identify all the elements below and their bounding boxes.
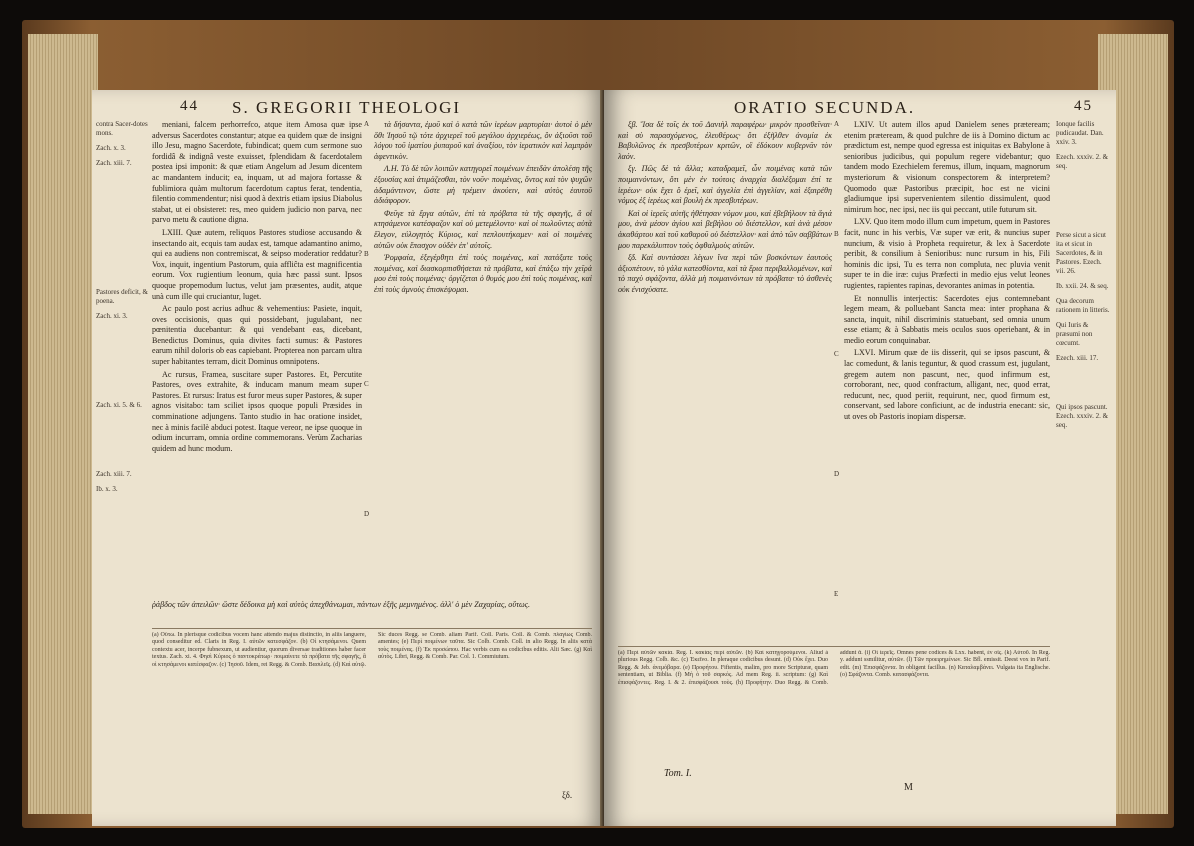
margin-note: Zach. x. 3. <box>96 144 126 152</box>
footnote-rule <box>152 628 592 629</box>
right-footnotes: (a) Περὶ αὐτῶν κακία. Reg. I. κακίας περὶ αὐτῶν. (b) Καὶ κατηγορούμενοι. Aliud à plurious Regg. Colb. &c. (c) Ἐκεῖνο. In pleraque codicibus desunt. (d) Οὐκ ἔχει. Duo Regg. & Jeb. ἀνεμόβαρα. (e) Προφήτου. Fiftentis, malim, pro more Scripturæ, quam sententiam, ut Biblia. (f) Μὴ ὁ τοῦ σαρκός. Ad mem Reg. ii. scriptum: (g) Καὶ ἐπισφάζοντες. Reg. I. & 2. ἐπισφάζουσι τοὺς. (h) Προφήτην. Duo Regg. & Comb. addunt ἅ. (i) Οἱ ἱερεῖς. Omnes pene codices & Lxx. habent, ἐν οἷς. (k) Αὐτοῦ. In Reg. y. addunt ssmilitur, αὐτῶν. (l) Τῶν προειρημένων. Sic Bfl. emissit. Deest vox in Parif. edit. (m) Ἐπισφάζοντα. In obligent facillus. (n) Καταλαμβάνει. Vulgata ita Englische. (o) Σφάζοντα. Comb. κατασφάζοντα. <box>618 650 1050 686</box>
left-latin-column <box>152 120 362 598</box>
paragraph: Ac rursus, Framea, suscitare super Pastores. Et, Percutite Pastores, oves extrahite, & inducam manum meam super Pastores. Et rursus: Iratus est furor meus super Pastores, & super agnos visitabo: tam sciliet ipsos quoque populi Præsides in comminatione adjungens. Tanto studio in hac oratione insidet, nec à minis facilè abduci potest. Itaque vereor, ne ipse quoque in odium incurram, omnia ordine commemorans. Verùm Zacharias quidem ad hunc modum. <box>152 369 362 453</box>
paragraph: LXIII. Quæ autem, reliquos Pastores studiose accusando & insectando ait, ecquis tam audax est, tamque adamantino animo, qui ea audiens non contremiscat, & seipso moderatior reddatur? Vox, inquit, ingentium Pastorum, quia affliĉta est magnificentia eorum. Vox rugientium leonum, quia hæc passi sunt. Ipsos quoque propemodum luctus, velut jam præsentes, audit, atque unà cum ille qui cruciantur, luget. <box>152 227 362 301</box>
line-letter-b: B <box>364 250 369 258</box>
margin-note: Zach. xiii. 7. <box>96 159 132 167</box>
paragraph: Ac paulo post acrius adhuc & vehementius: Pasiete, inquit, oves occisionis, quas qui possidebant, jugulabant, nec pœnitentia ducebantur: & qui vendebant eas, dicebant, Benedictus Dominus, quia divites facti sumus: & Pastores earum nihil doloris ob eas capiebant. Propterea non parcam ultra super habitantes terram, dicit Dominus omnipotens. <box>152 304 362 367</box>
line-letter: E <box>834 590 839 598</box>
line-letter: B <box>834 230 839 238</box>
paragraph: LXVI. Mirum quæ de iis disserit, qui se ipsos pascunt, & lac comedunt, & lanis teguntur, & quod crassum est, jugulant, gregem autem non pascunt, nec, quod infirmum est, corroborant, nec, quod confractum, alligant, nec, quod errat, reducunt, nec, quod periit, requirunt, nec, quod firmum est, conservant, sed labore conficiunt, ac de industria enecant: sic, ut oves ob Pastoris inopiam dispersæ. <box>844 348 1050 422</box>
left-footnotes: (a) Οὕτω. In plerisque codicibus vocem hanc attendo majus distinctio, in aliis languere, quod conseditur ed. Claris in Reg. I. αὐτῶν κατεσφάζον. (b) Οἱ κτησάμενοι. Quem contextu acer, incerpe fubnexum, ut audientiur, quorum diversae traditiones haber facer textus. Zach. xi. 4. Φησὶ Κύριος ὁ παντοκράτωρ· ποιμαίνετε τὰ πρόβατα τῆς σφαγῆς, ἃ οἱ κτησάμενοι κατέσφαζον. (c) Ἰησοῦ. Idem, rei Regg. & Comb. Βασιλεῖς. (d) Καὶ αὐτῷ. Sic duces Regg. se Comb. aliam Parif. Coll. Paris. Coll. & Comb. πλαγίως Comb. amentes; (e) Περὶ ποιμένων ταῦτα. Sic Colb. Comb. Coll. in alio Regg. In aliis κατὰ τοὺς ποιμένας. (f) Ἐκ προσώπου. Hac verbis cum ea codicibus editis. Alii Sæc. (g) Καὶ αὐτὸς. Libri, Regg. & Comb. Par. Col. 1. Commiutum. <box>152 632 592 668</box>
paragraph: ξγ. Πῶς δὲ τὰ ἄλλα; καταδραμεῖ, ὧν ποιμένας κατὰ τῶν ποιμαινόντων, ὅτι μὲν ἐν τούτοις ἀναρχία διαλέξομαι ἐπί τε ἱερέων· οὐκ ἔχει ὃ ἐρεῖ, καὶ ἀγγελία ἐπὶ ἀγγελίαν, καὶ ἐξαιρέθη νόμος ἐξ ἱερέως καὶ βουλὴ ἐκ πρεσβυτέρων. <box>618 164 832 206</box>
margin-note: Ezech. xiii. 17. <box>1056 354 1099 362</box>
line-letter-a: A <box>364 120 370 128</box>
left-margin-notes <box>96 120 150 500</box>
signature-letter: M <box>904 782 913 793</box>
margin-note: contra Sacer-dotes mons. <box>96 120 148 137</box>
margin-note: Pastores deficit, & poena. <box>96 288 148 305</box>
margin-note: Ib. x. 3. <box>96 485 118 493</box>
page-edges-left <box>28 34 98 814</box>
right-greek-column <box>618 120 832 640</box>
left-page <box>92 90 604 826</box>
line-letter: D <box>834 470 840 478</box>
book <box>22 20 1174 828</box>
margin-note: Zach. xi. 5. & 6. <box>96 401 142 409</box>
right-margin-notes <box>1056 120 1110 436</box>
right-latin-column <box>844 120 1050 640</box>
left-bottom-greek-line: ῥάβδος τῶν ἀπειλῶν· ὥστε δέδοικα μὴ καὶ αὐτὸς ἀπεχθάνωμαι, πάντων ἐξῆς μεμνημένος. ἀλλ' ὁ μὲν Ζαχαρίας, οὕτως. <box>152 600 530 609</box>
paragraph: Ῥομφαία, ἐξεγέρθητι ἐπὶ τοὺς ποιμένας, καὶ πατάξατε τοὺς ποιμένας, καὶ διασκορπισθήσεται τὰ πρόβατα, καὶ ἐπάξω τὴν χεῖρά μου ἐπὶ τοὺς ποιμένας· ὀργίζεται ὁ θυμός μου ἐπὶ τοὺς ποιμένας, καὶ ἐπὶ τοὺς ἀμνοὺς ἐπισκέψομαι. <box>374 253 592 294</box>
left-running-head: S. GREGORII THEOLOGI <box>232 98 462 117</box>
right-running-head: ORATIO SECUNDA. <box>734 98 916 117</box>
line-letter-c: C <box>364 380 369 388</box>
margin-note: Ib. xxii. 24. & seq. <box>1056 282 1109 290</box>
margin-note: Ezech. xxxiv. 2. & seq. <box>1056 153 1109 170</box>
tome-mark: Tom. I. <box>664 768 692 779</box>
paragraph: Λ.Η. Τὸ δὲ τῶν λοιπῶν κατηγορεῖ ποιμένων ἐπειδὰν ἀπολέσῃ τῆς ἐξουσίας καὶ ἀτιμάζεσθαι, τὸν νοῦν· ποιμένας, ὄντος καὶ τὸν ψυχῶν ἀδαμάντινον, ὥστε μὴ τρέμειν ἀκούειν, καὶ αὐτὸς ἑαυτοῦ ἀδιάφορον. <box>374 164 592 206</box>
paragraph: LXV. Quo item modo illum cum impetum, quem in Pastores facit, nunc in his verbis, Væ super væ erit, & nuncius super nuncium, & visio à Propheta requiretur, & lex à Sacerdote peribit, & consilium à Senioribus: nunc rursum in his, Fili hominis dic ipsi, Tu es terra non compluta, nec pluvia venit super te in die iræ: cujus Præfecti in medio ejus velut leones rugientes, rapientes rapinas, devorantes animas in potentia. <box>844 217 1050 290</box>
margin-note: Zach. xiii. 7. <box>96 470 132 478</box>
margin-note: Qui Iuris & præsumi non cœcumt. <box>1056 321 1093 347</box>
line-letter: C <box>834 350 839 358</box>
margin-note: Zach. xi. 3. <box>96 312 128 320</box>
left-greek-column <box>374 120 592 598</box>
line-letter-d: D <box>364 510 370 518</box>
margin-note: Qui ipsos pascunt. Ezech. xxxiv. 2. & seq. <box>1056 403 1109 429</box>
footnote-rule <box>618 646 1050 647</box>
margin-note: Perse sicut a sicut ita et sicut in Sacerdotes, & in Pastores. Ezech. vii. 26. <box>1056 231 1106 275</box>
line-letter: A <box>834 120 840 128</box>
paragraph: τὰ δήσαντα, ἐμοῦ καὶ ὁ κατὰ τῶν ἱερέων μαρτυρίαι· ἀυτοὶ ὁ μὲν ὅθι Ἰησοῦ τῷ τότε ἀρχιερεῖ τοῦ μεγάλου ἀρχιερέως, ὃν ἀξιοῦσι τοῦ λόγου τοῦ ἱματίου ῥυπαροῦ καὶ ἀναξίου, τὸν ἱερατικὸν καὶ λαμπρὸν ἀφεντικὸν. <box>374 120 592 161</box>
paragraph: ξδ. Καὶ συντάσσει λέγων ἵνα περὶ τῶν βοσκόντων ἑαυτοὺς ἀξιοπέτουν, τὸ γάλα κατεσθίοντα, καὶ τὰ ἔρια περιβαλλομένων, καὶ τὸ παχὺ σφάζοντα, ἀλλὰ μὴ ποιμαινόντων τὰ πρόβατα· τὸ ἀσθενὲς οὐκ ἐνισχύσατε. <box>618 253 832 294</box>
paragraph: Et nonnullis interjectis: Sacerdotes ejus contemnebant legem meam, & polluebant Sancta mea: inter prophana & sancta, inquit, nihil discriminis statuebant, sed omnia unum esse etiam; & à Sabbatis meis oculos suos operiebant, & in medio eorum conquinabar. <box>844 293 1050 345</box>
catchword: ξδ. <box>562 790 573 800</box>
paragraph: LXIV. Ut autem illos apud Danielem senes præteream; etenim præteream, & quod pulchre de iis à Domino dictum ac prædictum est, nempe quod egressa est iniquitas ex Babylone à senioribus judicibus, qui populum regere videbantur; quo tandem modo Ezechielem feremus, illum, inquam, magnorum mysteriorum & visionum conspectorem & interpretem? Quomodo quæ Pastoribus præcipit, hoc est ne vicini gladiumque ipsi supervenientem silentio dissimulent, quod nimirum hoc, nec ipsi, nec iis qui peccant, utile futurum sit. <box>844 120 1050 214</box>
margin-note: Qua decorum rationem in litteris. <box>1056 297 1110 314</box>
right-page <box>604 90 1116 826</box>
paragraph: meniani, falcem perhorrefco, atque item Amosa quæ ipse adversus Sacerdotes constantur; atque ea quidem quæ de insigni illo Jesu, magno Sacerdote, fubindicat; quem cum sermone suo fordidâ & indignâ veste exuisset, fplendidam & facerdotalem postea ipsi imponit: & quæ etiam Angelum ad Jesum dicentem ac mandantem inducit; ea, inquam, ut ad majora fortasse & fublimiora quàm multorum facerdotum captus ferat, tendentia, filentio commendentur; nisi quod à dextris etiam ipsius Diabolus stabat, ut ei obsisteret: res, meo quidem judicio non parva, nec parvo metu & cautione digna. <box>152 120 362 225</box>
right-page-number: 45 <box>1074 98 1093 114</box>
margin-note: Ionque facilis pudicaudat. Dan. xxiv. 3. <box>1056 120 1104 146</box>
left-page-number: 44 <box>180 98 199 114</box>
paragraph: ξβ. Ἴσα δὲ τοῖς ἐκ τοῦ Δανιὴλ παραφέρω· μικρὸν προσθεῖναι· καὶ σὺ παρασχόμενος, ἐλευθέρως· ὅτι ἐξῆλθεν ἀνομία ἐκ Βαβυλῶνος ἐκ πρεσβυτέρων κριτῶν, οἳ ἐδόκουν κυβερνᾶν τὸν λαόν. <box>618 120 832 161</box>
paragraph: Φεῦγε τὰ ἔργα αὐτῶν, ἐπὶ τὰ πρόβατα τὰ τῆς σφαγῆς, ἃ οἱ κτησάμενοι κατέσφαζον καὶ οὐ μετεμέλοντο· καὶ οἱ πωλοῦντες αὐτὰ ἔλεγον, εὐλογητὸς Κύριος, καὶ πεπλουτήκαμεν· καὶ οἱ ποιμένες αὐτῶν οὐκ ἔπασχον οὐδὲν ἐπ' αὐτοῖς. <box>374 208 592 250</box>
paragraph: Καὶ οἱ ἱερεῖς αὐτῆς ἠθέτησαν νόμον μου, καὶ ἐβεβήλουν τὰ ἅγιά μου, ἀνὰ μέσον ἁγίου καὶ βεβήλου οὐ διέστελλον, καὶ ἀνὰ μέσον ἀκαθάρτου καὶ τοῦ καθαροῦ οὐ διέστελλον· καὶ ἀπὸ τῶν σαββάτων μου παρεκάλυπτον τοὺς ὀφθαλμοὺς αὐτῶν. <box>618 208 832 250</box>
